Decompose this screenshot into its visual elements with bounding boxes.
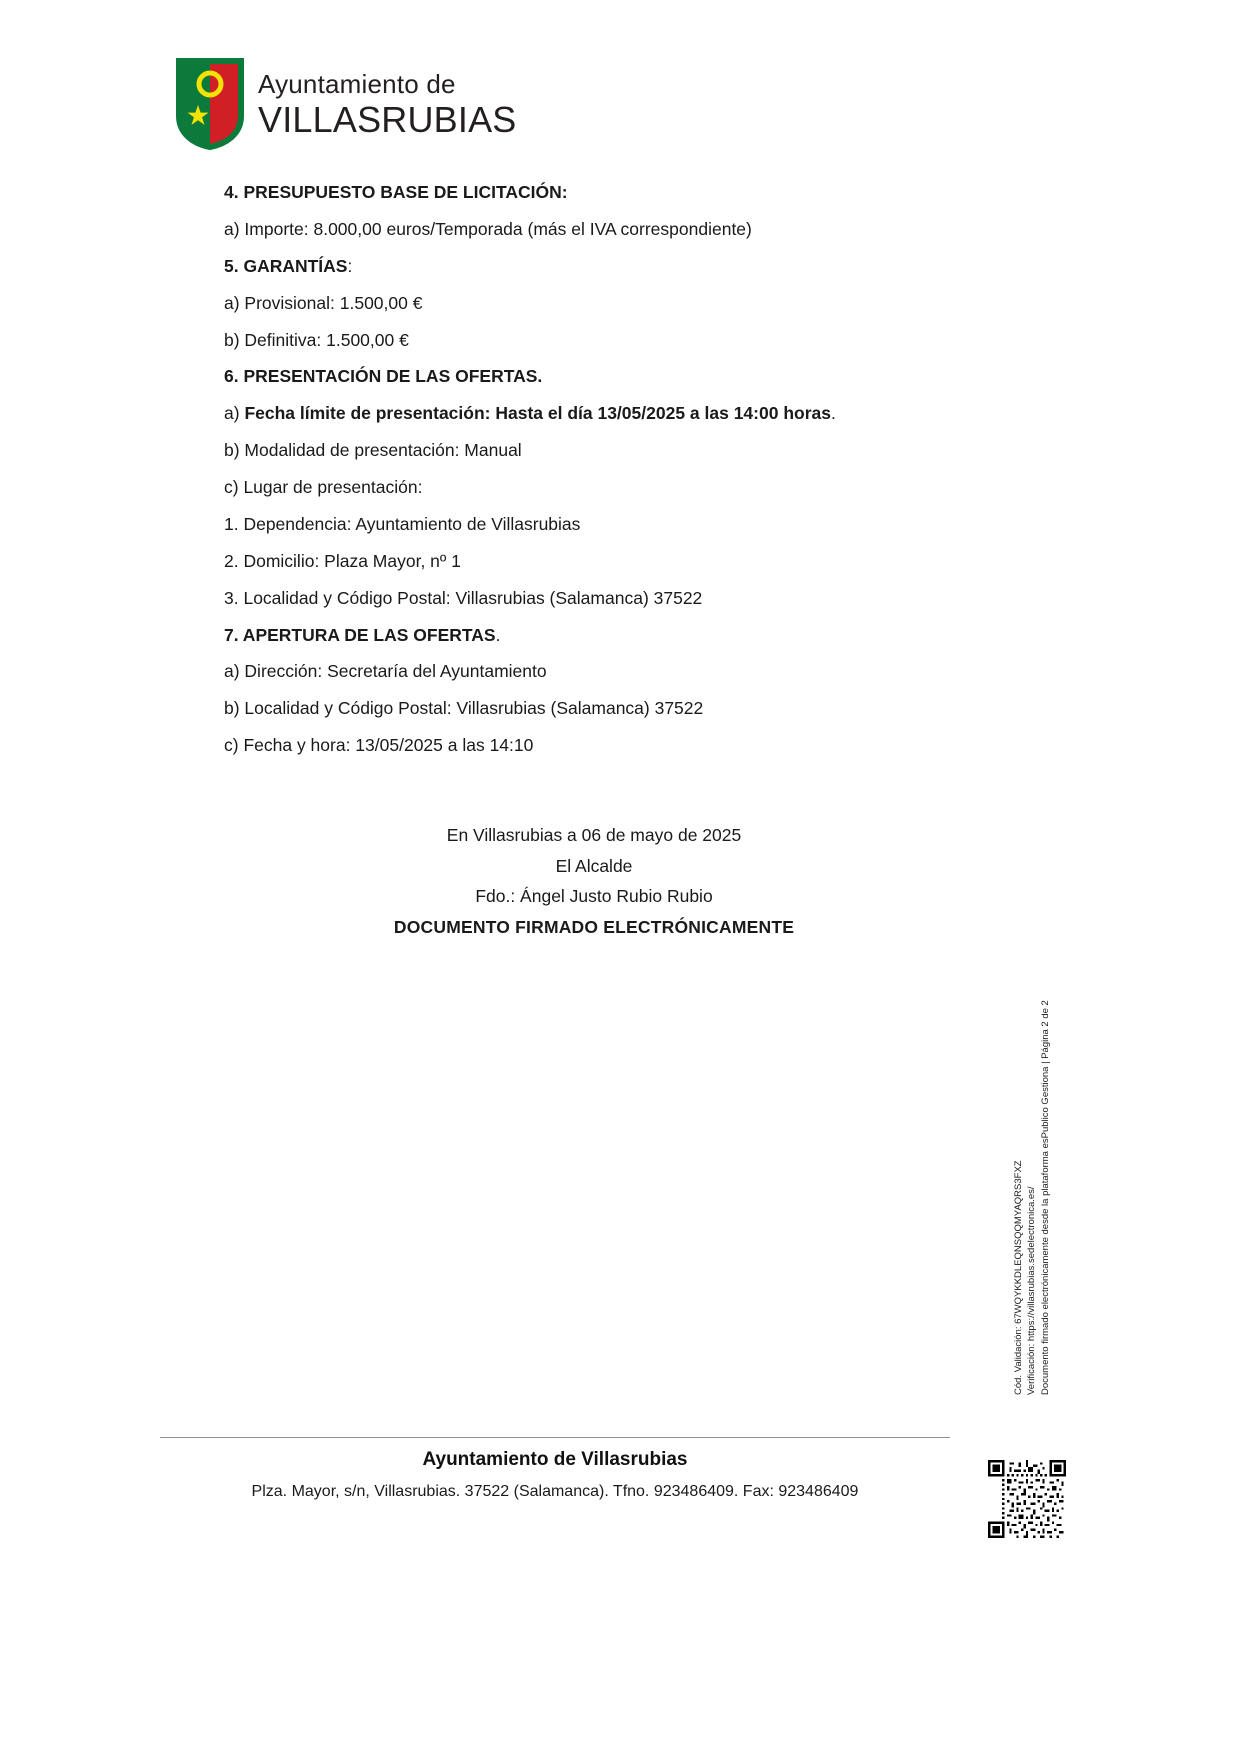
section-5-line-1: a) Provisional: 1.500,00 € — [224, 292, 423, 313]
section-6-deadline-bold: Fecha límite de presentación: Hasta el día 13/05/2025 a las 14:00 horas — [244, 403, 831, 424]
validation-url: Verificación: https://villasrubias.sedelectronica.es/ — [1026, 1186, 1038, 1395]
logo-wordmark — [258, 68, 517, 140]
signature-signer: Fdo.: Ángel Justo Rubio Rubio — [475, 886, 713, 907]
validation-strip-text — [1012, 975, 1052, 1395]
section-4-heading: 4. PRESUPUESTO BASE DE LICITACIÓN: — [224, 182, 568, 202]
footer-divider — [160, 1437, 950, 1438]
section-7-heading — [224, 625, 944, 647]
validation-strip — [1012, 975, 1052, 1395]
section-6-line-3: 1. Dependencia: Ayuntamiento de Villasrubias — [224, 513, 581, 534]
coat-of-arms-icon — [176, 58, 244, 150]
document-body — [224, 182, 944, 772]
logo-line-2: VILLASRUBIAS — [258, 98, 517, 140]
section-6-line-4: 2. Domicilio: Plaza Mayor, nº 1 — [224, 550, 461, 571]
section-6-line-2: c) Lugar de presentación: — [224, 477, 423, 497]
section-7-line-3: c) Fecha y hora: 13/05/2025 a las 14:10 — [224, 735, 534, 756]
section-7-line-2: b) Localidad y Código Postal: Villasrubias (Salamanca) 37522 — [224, 698, 704, 719]
section-7-line-1: a) Dirección: Secretaría del Ayuntamiento — [224, 661, 547, 682]
signature-role: El Alcalde — [555, 855, 633, 876]
section-5-heading-text: 5. GARANTÍAS — [224, 255, 348, 276]
section-6-deadline-suffix: . — [830, 403, 836, 424]
validation-code: Cód. Validación: 67WQYKKDLEQNSQQMYAQRS3FXZ — [1013, 1160, 1024, 1395]
footer-address: Plza. Mayor, s/n, Villasrubias. 37522 (Salamanca). Tfno. 923486409. Fax: 923486409 — [251, 1483, 859, 1500]
signature-block — [224, 820, 964, 943]
document-header — [176, 58, 517, 150]
qr-code-icon — [988, 1460, 1066, 1538]
validation-platform: Documento firmado electrónicamente desde la plataforma esPublico Gestiona | Página 2 de 2 — [1039, 1000, 1051, 1395]
section-6-line-1: b) Modalidad de presentación: Manual — [224, 440, 522, 461]
section-6-line-5: 3. Localidad y Código Postal: Villasrubias (Salamanca) 37522 — [224, 587, 703, 608]
signature-place-date: En Villasrubias a 06 de mayo de 2025 — [446, 825, 742, 845]
document-footer — [160, 1449, 950, 1501]
section-5-heading-suffix: : — [347, 255, 353, 276]
signature-statement: DOCUMENTO FIRMADO ELECTRÓNICAMENTE — [393, 916, 795, 937]
section-6-deadline-prefix: a) — [224, 403, 245, 424]
footer-title: Ayuntamiento de Villasrubias — [422, 1449, 688, 1470]
section-7-heading-text: 7. APERTURA DE LAS OFERTAS — [224, 624, 496, 645]
section-5-line-2: b) Definitiva: 1.500,00 € — [224, 329, 409, 350]
section-6-heading: 6. PRESENTACIÓN DE LAS OFERTAS. — [224, 366, 543, 387]
logo-line-1: Ayuntamiento de — [258, 68, 456, 99]
section-6-deadline — [224, 403, 944, 425]
section-7-heading-suffix: . — [495, 624, 501, 645]
section-4-line-1: a) Importe: 8.000,00 euros/Temporada (más el IVA correspondiente) — [224, 218, 752, 239]
section-5-heading — [224, 256, 944, 278]
